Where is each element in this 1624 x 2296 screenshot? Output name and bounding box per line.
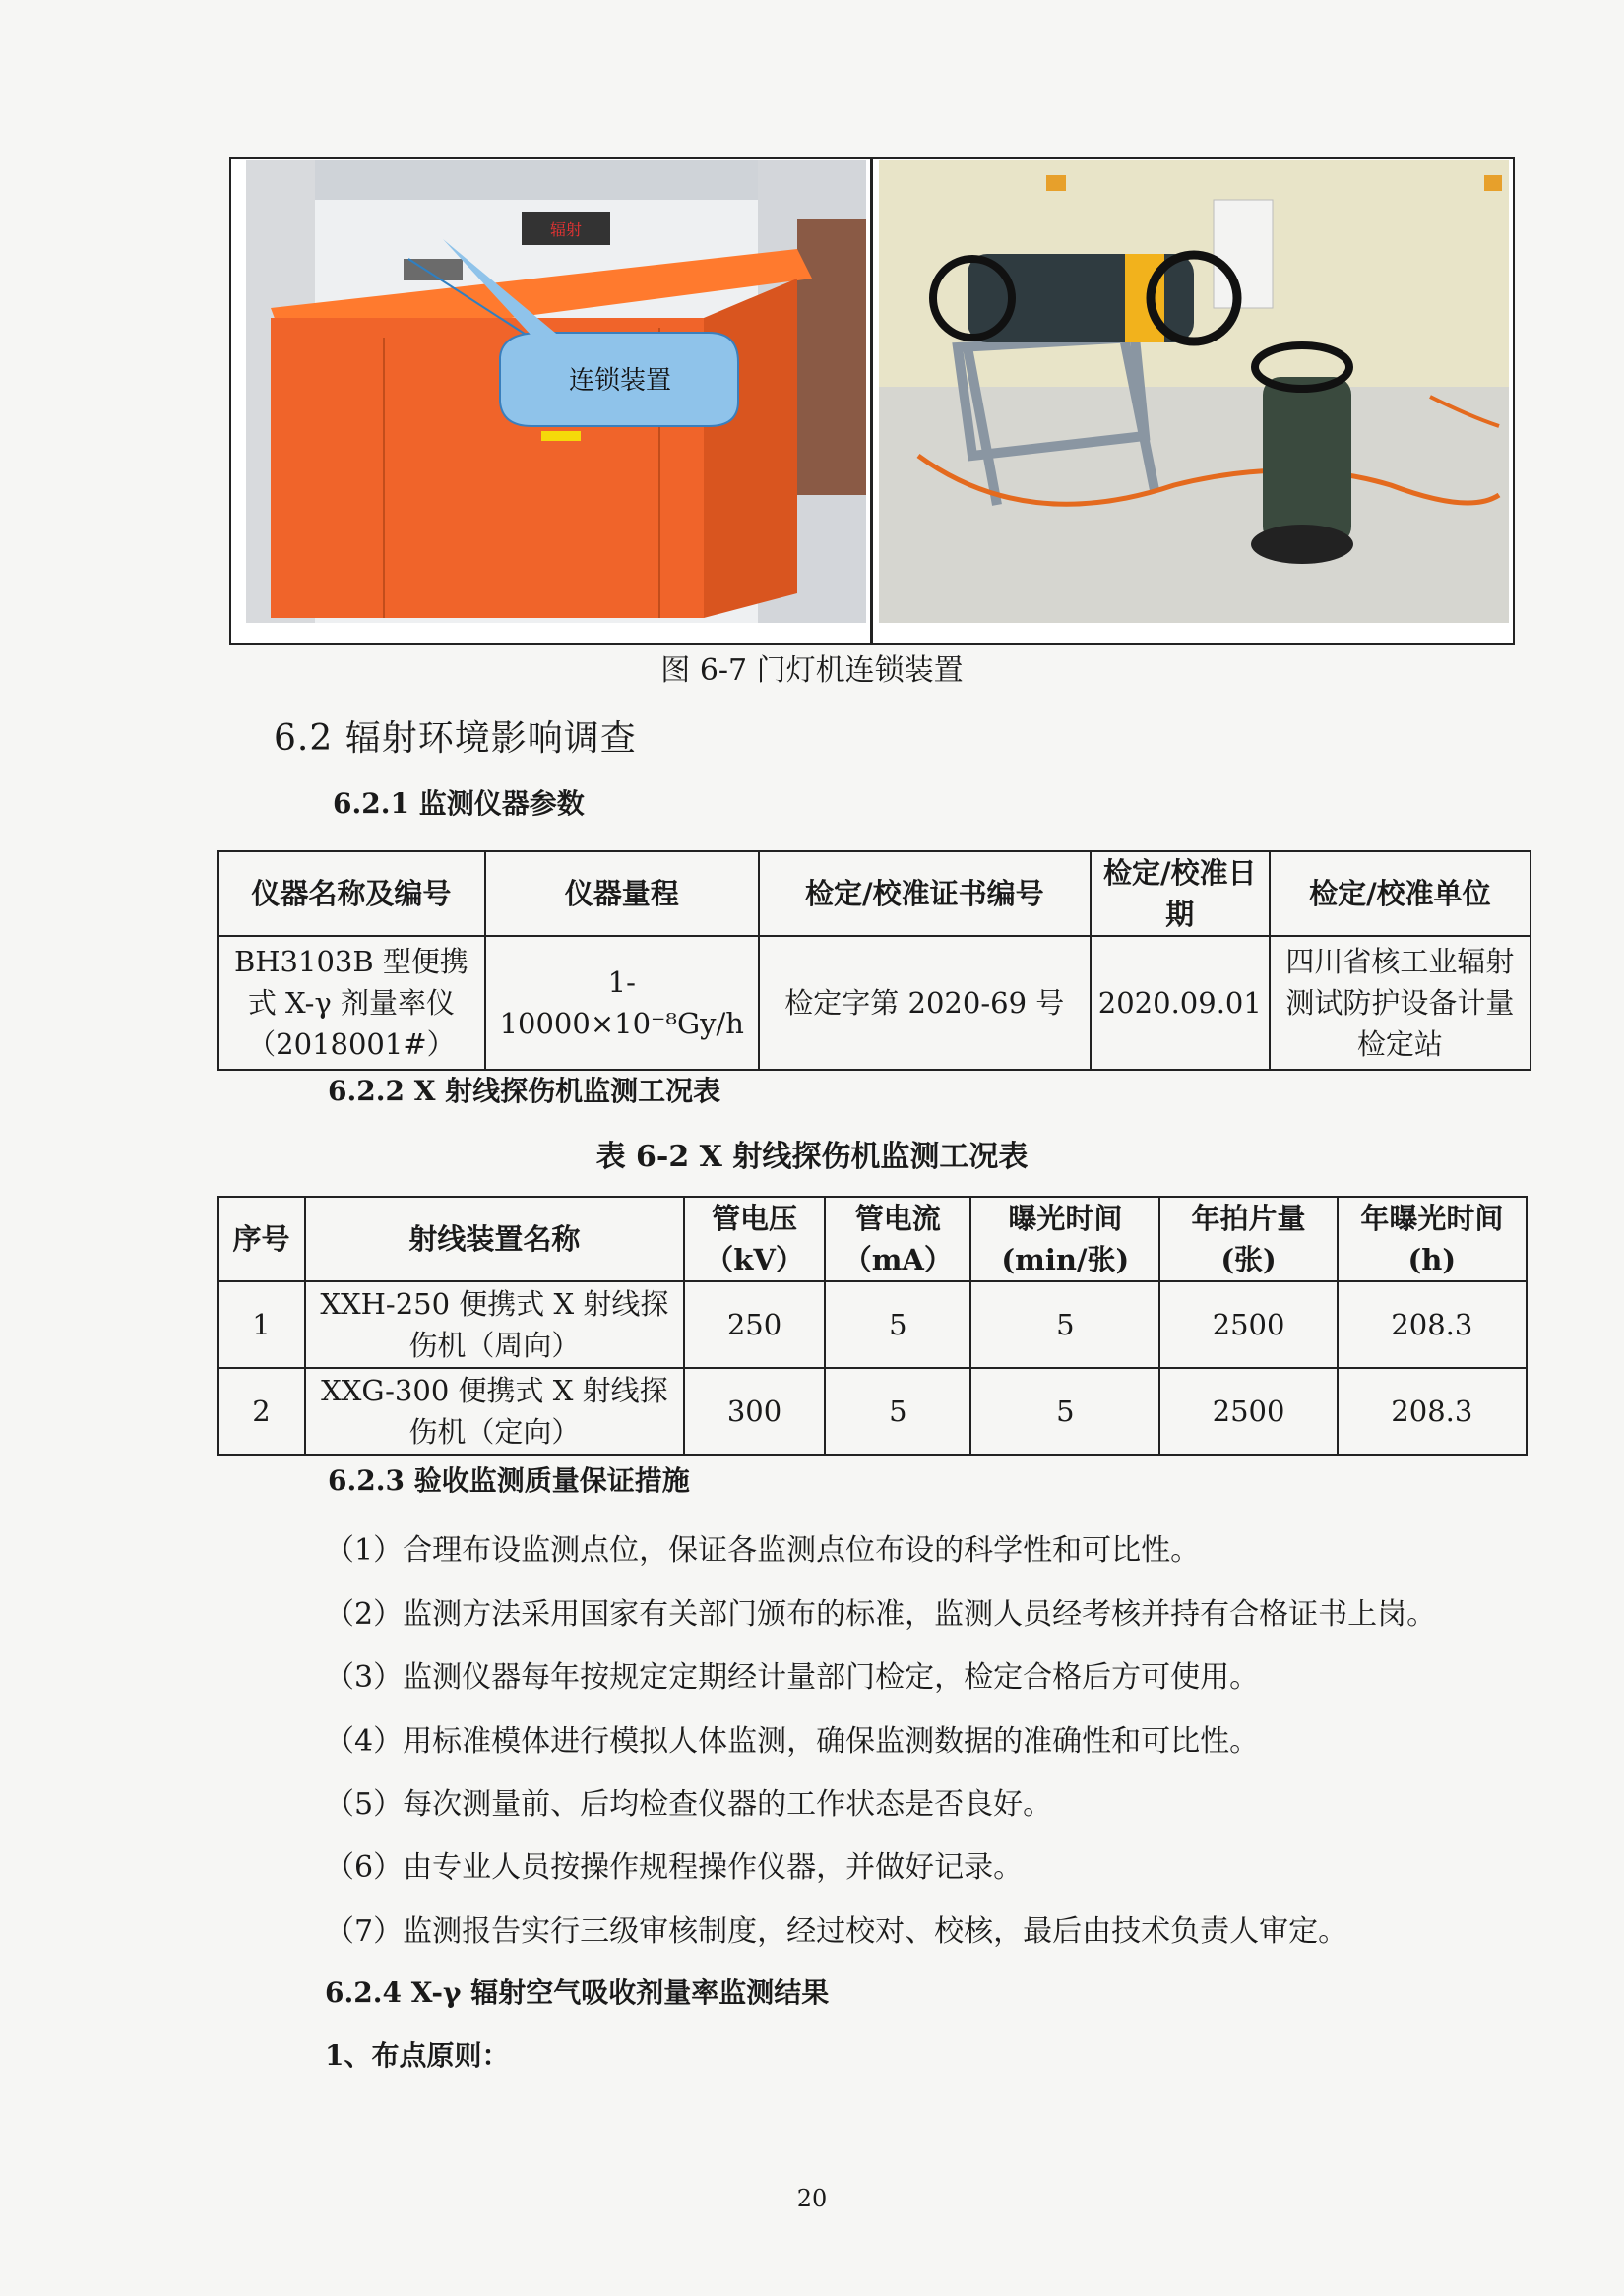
subsection-title-6-2-3: 6.2.3 验收监测质量保证措施	[328, 1464, 690, 1497]
cell-voltage: 250	[684, 1281, 826, 1368]
cell-current: 5	[825, 1281, 970, 1368]
door-interlock-photo	[246, 160, 866, 623]
cell-exposure-time: 5	[970, 1368, 1159, 1455]
subsection-title-6-2-2: 6.2.2 X 射线探伤机监测工况表	[328, 1075, 721, 1107]
header-cell: 仪器名称及编号	[218, 851, 485, 936]
instrument-range-cell: 1-10000×10⁻⁸Gy/h	[485, 936, 759, 1070]
calibration-unit-cell: 四川省核工业辐射测试防护设备计量检定站	[1270, 936, 1530, 1070]
cell-voltage: 300	[684, 1368, 826, 1455]
interlock-callout-label: 连锁装置	[568, 366, 672, 396]
instrument-table	[217, 850, 1531, 1071]
header-cell: 年拍片量(张)	[1159, 1197, 1337, 1281]
page-number: 20	[796, 2185, 828, 2212]
cell-device-name: XXG-300 便携式 X 射线探伤机（定向）	[305, 1368, 684, 1455]
section-title: 6.2 辐射环境影响调查	[274, 718, 637, 759]
layout-principle-heading: 1、布点原则：	[325, 2039, 510, 2072]
xray-operating-table	[217, 1196, 1528, 1456]
header-cell: 管电流（mA）	[825, 1197, 970, 1281]
cell-serial: 1	[218, 1281, 305, 1368]
cell-serial: 2	[218, 1368, 305, 1455]
header-cell: 年曝光时间(h)	[1338, 1197, 1527, 1281]
cell-current: 5	[825, 1368, 970, 1455]
calibration-date-cell: 2020.09.01	[1091, 936, 1270, 1070]
header-cell: 仪器量程	[485, 851, 759, 936]
header-cell: 检定/校准日期	[1091, 851, 1270, 936]
table-6-2-title: 表 6-2 X 射线探伤机监测工况表	[595, 1140, 1029, 1174]
certificate-number-cell: 检定字第 2020-69 号	[759, 936, 1091, 1070]
figure-divider	[870, 157, 873, 645]
header-cell: 检定/校准证书编号	[759, 851, 1091, 936]
qa-measure-item: （4）用标准模体进行模拟人体监测，确保监测数据的准确性和可比性。	[325, 1724, 1260, 1759]
xray-device-photo	[879, 160, 1509, 623]
cell-annual-exposure: 208.3	[1338, 1368, 1527, 1455]
qa-measure-item: （6）由专业人员按操作规程操作仪器，并做好记录。	[325, 1850, 1024, 1885]
qa-measure-item: （5）每次测量前、后均检查仪器的工作状态是否良好。	[325, 1787, 1053, 1822]
qa-measure-item: （3）监测仪器每年按规定定期经计量部门检定，检定合格后方可使用。	[325, 1660, 1260, 1695]
cell-annual-films: 2500	[1159, 1281, 1337, 1368]
cell-device-name: XXH-250 便携式 X 射线探伤机（周向）	[305, 1281, 684, 1368]
warning-sign-text: 辐射	[549, 220, 583, 239]
table-row	[218, 1368, 1527, 1455]
cell-annual-films: 2500	[1159, 1368, 1337, 1455]
header-cell: 管电压（kV）	[684, 1197, 826, 1281]
instrument-name-cell: BH3103B 型便携式 X-γ 剂量率仪（2018001#）	[218, 936, 485, 1070]
header-cell: 射线装置名称	[305, 1197, 684, 1281]
qa-measure-item: （7）监测报告实行三级审核制度，经过校对、校核，最后由技术负责人审定。	[325, 1914, 1348, 1949]
qa-measure-item: （1）合理布设监测点位，保证各监测点位布设的科学性和可比性。	[325, 1533, 1201, 1568]
header-cell: 曝光时间(min/张)	[970, 1197, 1159, 1281]
table-row	[218, 1281, 1527, 1368]
figure-caption: 图 6-7 门灯机连锁装置	[660, 653, 964, 688]
header-cell: 序号	[218, 1197, 305, 1281]
table-row	[218, 936, 1530, 1070]
subsection-title-6-2-1: 6.2.1 监测仪器参数	[333, 787, 585, 820]
cell-exposure-time: 5	[970, 1281, 1159, 1368]
cell-annual-exposure: 208.3	[1338, 1281, 1527, 1368]
subsection-title-6-2-4: 6.2.4 X-γ 辐射空气吸收剂量率监测结果	[325, 1976, 830, 2009]
header-cell: 检定/校准单位	[1270, 851, 1530, 936]
qa-measure-item: （2）监测方法采用国家有关部门颁布的标准，监测人员经考核并持有合格证书上岗。	[325, 1597, 1437, 1632]
